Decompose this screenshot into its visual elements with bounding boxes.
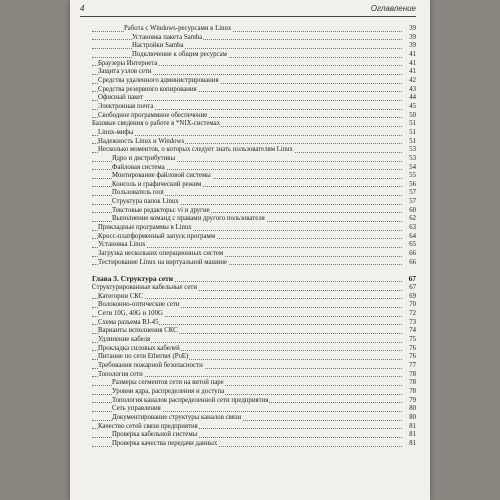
toc-entry: [92, 319, 416, 328]
toc-entry-title: Монтирование файловой системы: [112, 172, 211, 180]
toc-entry-title: Linux-мифы: [98, 128, 134, 136]
toc-entry-page: 81: [402, 423, 416, 432]
toc-entry-title: Загрузка нескольких операционных систем: [98, 250, 224, 258]
toc-entry-title: Документирование структуры каналов связи: [112, 413, 242, 421]
toc-entry: [92, 250, 416, 259]
toc-entry-title: Несколько моментов, о которых следует знать пользователям Linux: [98, 146, 293, 154]
toc-entry: [92, 51, 416, 60]
toc-entry-title: Офисный пакет: [98, 94, 144, 102]
toc-entry-page: 80: [402, 405, 416, 414]
toc-entry: [92, 189, 416, 198]
toc-entry-title: Топология сети: [98, 370, 143, 378]
toc-entry-title: Категории СКС: [98, 292, 144, 300]
toc-entry-title: Пользователь root: [112, 189, 164, 197]
toc-entry: [92, 146, 416, 155]
toc-entry-title: Файловая система: [112, 163, 165, 171]
toc-entry-page: 53: [402, 155, 416, 164]
toc-entry-title: Тестирование Linux на виртуальной машине: [98, 258, 227, 266]
toc-entry-title: Подключение к общим ресурсам: [132, 50, 227, 58]
toc-entry: [92, 103, 416, 112]
toc-entry-title: Надежность Linux и Windows: [98, 137, 185, 145]
toc-entry-title: Структура папок Linux: [112, 198, 179, 206]
toc-entry-page: 54: [402, 164, 416, 173]
toc-entry-page: 75: [402, 336, 416, 345]
toc-entry-page: 39: [402, 34, 416, 43]
toc-entry: [92, 77, 416, 86]
toc-entry-page: 67: [402, 275, 416, 284]
toc-entry-page: 78: [402, 371, 416, 380]
toc-entry: [92, 397, 416, 406]
toc-entry: [92, 155, 416, 164]
toc-chapter-heading: [92, 275, 416, 284]
toc-entry-page: 51: [402, 129, 416, 138]
toc-entry-page: 41: [402, 51, 416, 60]
toc-entry-title: Выполнение команд с правами другого пользователя: [112, 215, 265, 223]
toc-entry-page: 66: [402, 259, 416, 268]
toc-entry-page: 39: [402, 42, 416, 51]
toc-entry-title: Сеть управления: [112, 405, 161, 413]
toc-entry: [92, 112, 416, 121]
toc-entry: [92, 86, 416, 95]
toc-entry-page: 77: [402, 362, 416, 371]
toc-entry-title: Защита узлов сети: [98, 68, 152, 76]
toc-entry-page: 64: [402, 233, 416, 242]
toc-entry-page: 57: [402, 198, 416, 207]
toc-entry-title: Проверка качества передачи данных: [112, 439, 218, 447]
toc-entry: [92, 362, 416, 371]
toc-entry-title: Требования пожарной безопасности: [98, 361, 203, 369]
toc-entry-page: 51: [402, 120, 416, 129]
toc-entry-title: Средства резервного копирования: [98, 85, 197, 93]
book-page: [70, 0, 430, 500]
toc-entry: [92, 60, 416, 69]
toc-entry: [92, 224, 416, 233]
toc-entry: [92, 405, 416, 414]
toc-entry-page: 66: [402, 250, 416, 259]
toc-entry-page: 70: [402, 301, 416, 310]
toc-entry-title: Глава 3. Структура сети: [92, 274, 173, 284]
toc-entry: [92, 94, 416, 103]
toc-entry-title: Настройки Samba: [132, 42, 184, 50]
toc-entry-title: Варианты исполнения СКС: [98, 327, 178, 335]
toc-entry-page: 45: [402, 103, 416, 112]
toc-entry-page: 42: [402, 77, 416, 86]
toc-entry-title: Консоль и графический режим: [112, 180, 202, 188]
toc-entry-page: 55: [402, 172, 416, 181]
toc-entry-title: Уровни ядра, распределения и доступа: [112, 387, 225, 395]
toc-entry-title: Свободное программное обеспечение: [98, 111, 208, 119]
page-number: 4: [80, 4, 85, 13]
toc-entry: [92, 423, 416, 432]
toc-entry-title: Браузеры Интернета: [98, 59, 158, 67]
toc-entry-page: 76: [402, 353, 416, 362]
page-header: [80, 3, 416, 17]
toc-entry-page: 78: [402, 379, 416, 388]
toc-entry-title: Базовые сведения о работе в *NIX-системах: [92, 120, 221, 128]
toc-entry-page: 74: [402, 327, 416, 336]
toc-entry-title: Ядро и дистрибутивы: [112, 154, 176, 162]
toc-entry-page: 41: [402, 68, 416, 77]
toc-entry: [92, 42, 416, 51]
toc-entry-page: 41: [402, 60, 416, 69]
toc-entry: [92, 345, 416, 354]
toc-entry: [92, 440, 416, 449]
toc-entry: [92, 371, 416, 380]
toc-entry: [92, 327, 416, 336]
toc-entry-page: 78: [402, 388, 416, 397]
toc-entry-page: 69: [402, 293, 416, 302]
toc-entry-title: Схема разъема RJ-45: [98, 318, 159, 326]
toc-dot-leader: [92, 135, 402, 136]
toc-entry: [92, 388, 416, 397]
toc-entry-page: 67: [402, 284, 416, 293]
toc-entry-title: Топология каналов распределенной сети предприятия: [112, 396, 269, 404]
toc-entry: [92, 164, 416, 173]
toc-entry: [92, 138, 416, 147]
toc-entry-page: 44: [402, 94, 416, 103]
toc-entry-title: Работа с Windows-ресурсами в Linux: [124, 25, 232, 32]
toc-entry-page: 53: [402, 146, 416, 155]
toc-entry: [92, 379, 416, 388]
toc-entry-page: 81: [402, 440, 416, 449]
toc-entry-page: 57: [402, 189, 416, 198]
toc-entry-title: Качество сетей связи предприятия: [98, 422, 198, 430]
toc-entry: [92, 310, 416, 319]
toc-entry: [92, 284, 416, 293]
toc-entry-page: 81: [402, 431, 416, 440]
toc-entry-page: 51: [402, 138, 416, 147]
toc-entry: [92, 120, 416, 129]
toc-entry: [92, 301, 416, 310]
toc-entry-title: Волоконно-оптические сети: [98, 301, 180, 309]
toc-entry-page: 80: [402, 414, 416, 423]
toc-entry: [92, 129, 416, 138]
toc-entry: [92, 198, 416, 207]
toc-entry: [92, 414, 416, 423]
toc-entry-page: 56: [402, 181, 416, 190]
toc-entry: [92, 172, 416, 181]
toc-entry-title: Проверка кабельной системы: [112, 431, 198, 439]
toc-entry-page: 73: [402, 319, 416, 328]
toc-entry-page: 50: [402, 112, 416, 121]
toc-entry-title: Установка Linux: [98, 241, 146, 249]
toc-entry-title: Питание по сети Ethernet (PoE): [98, 353, 189, 361]
toc-entry-page: 79: [402, 397, 416, 406]
toc-entry-page: 63: [402, 224, 416, 233]
toc-entry: [92, 241, 416, 250]
toc-entry-title: Структурированные кабельные сети: [92, 284, 197, 292]
toc-entry-page: 65: [402, 241, 416, 250]
toc-entry-title: Текстовые редакторы: vi и другие: [112, 206, 210, 214]
toc-entry-page: 39: [402, 25, 416, 34]
running-header-section: Оглавление: [370, 4, 416, 13]
toc-entry: [92, 336, 416, 345]
toc-entry: [92, 34, 416, 43]
toc-entry-page: 76: [402, 345, 416, 354]
toc-entry-title: Прокладка силовых кабелей: [98, 344, 180, 352]
table-of-contents: [92, 25, 416, 449]
toc-entry: [92, 25, 416, 34]
toc-entry: [92, 353, 416, 362]
toc-entry-page: 72: [402, 310, 416, 319]
toc-entry: [92, 215, 416, 224]
toc-entry-page: 60: [402, 207, 416, 216]
toc-entry-title: Удлинение кабеля: [98, 335, 151, 343]
toc-entry: [92, 68, 416, 77]
toc-entry-title: Установка пакета Samba: [132, 33, 203, 41]
toc-entry-title: Электронная почта: [98, 102, 154, 110]
toc-entry-page: 43: [402, 86, 416, 95]
toc-entry-page: 62: [402, 215, 416, 224]
toc-entry-title: Средства удаленного администрирования: [98, 76, 219, 84]
toc-entry-title: Прикладные программы в Linux: [98, 224, 192, 232]
toc-entry-title: Кросс-платформенный запуск программ: [98, 232, 216, 240]
toc-entry: [92, 259, 416, 268]
toc-entry-title: Размеры сегментов сети на витой паре: [112, 379, 224, 387]
toc-entry: [92, 431, 416, 440]
toc-entry-title: Сети 10G, 40G и 100G: [98, 310, 163, 317]
